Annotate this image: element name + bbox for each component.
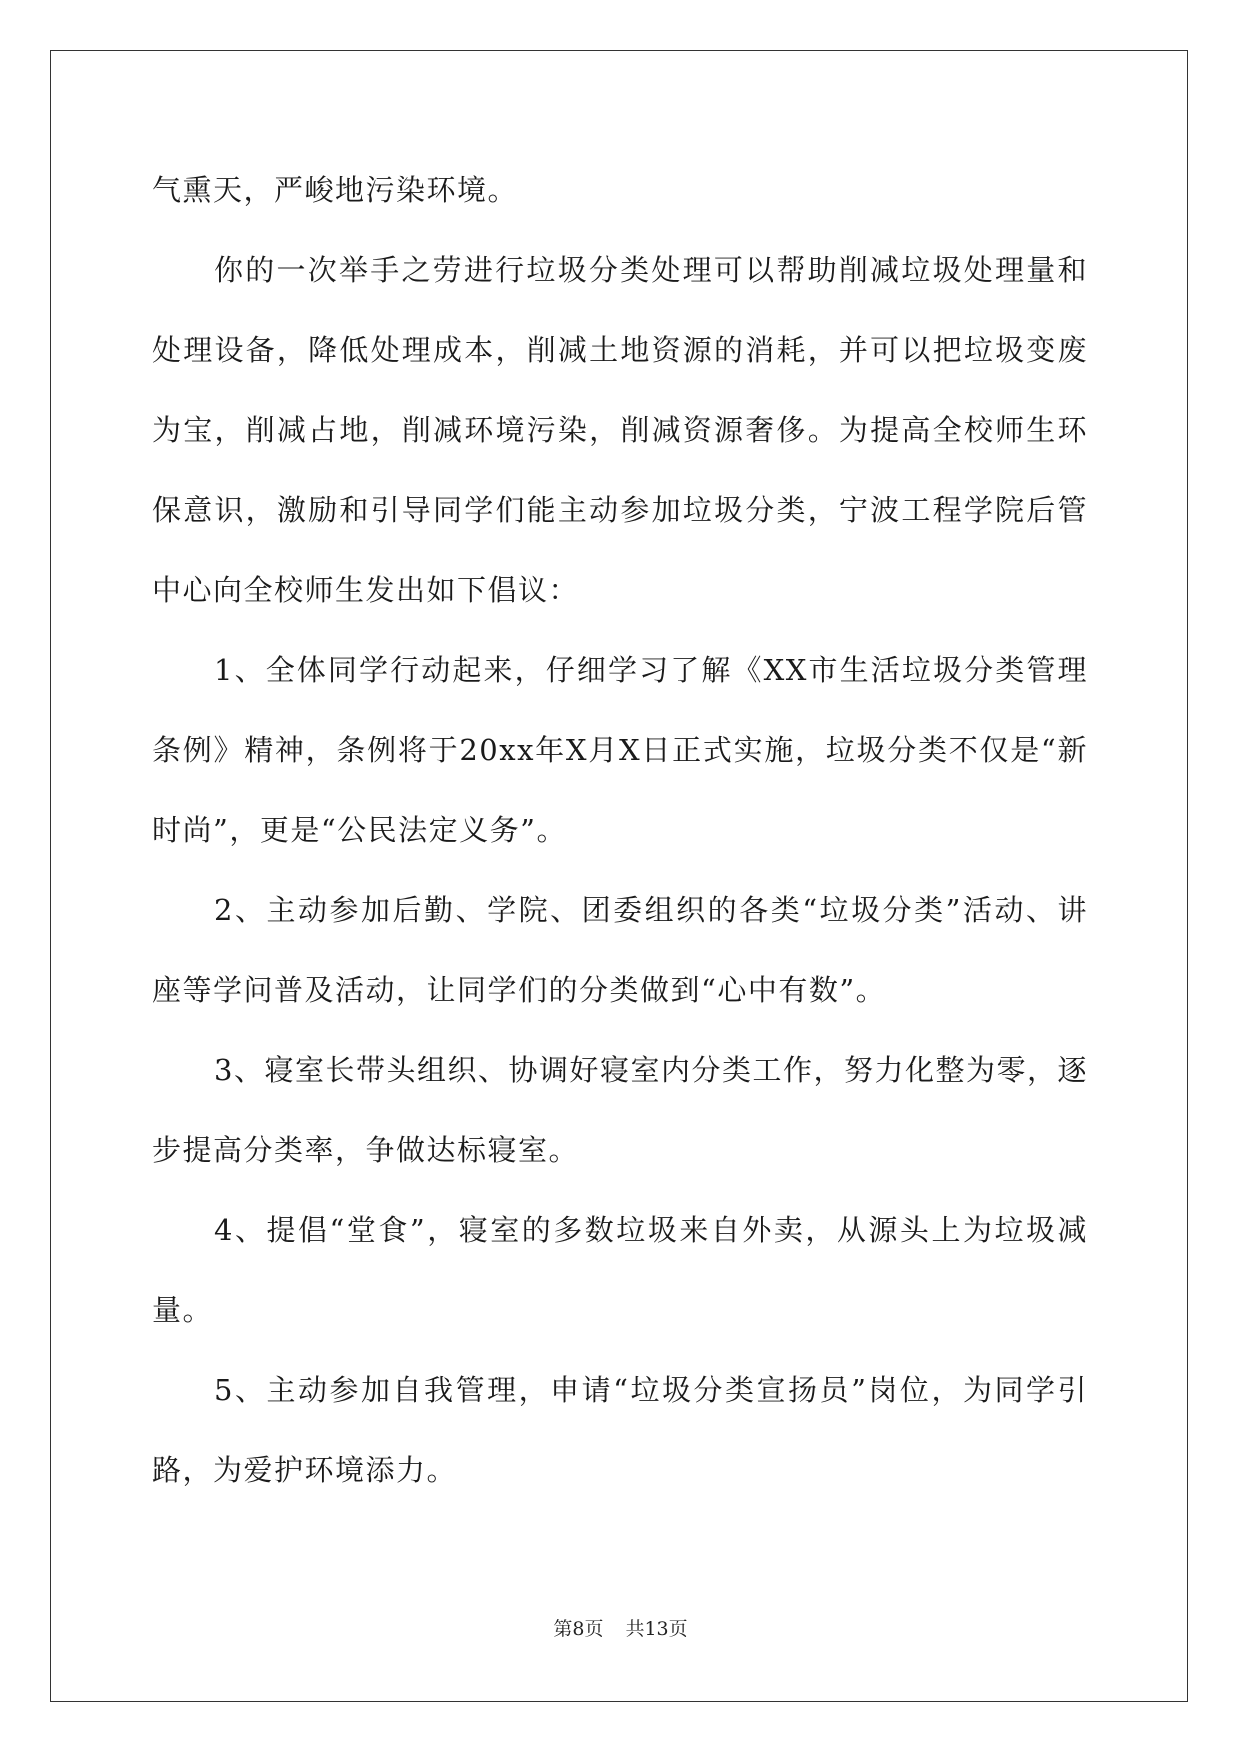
page-number: 第8页	[553, 1618, 604, 1640]
page-total: 共13页	[625, 1618, 688, 1640]
paragraph-5: 3、寝室长带头组织、协调好寝室内分类工作，努力化整为零，逐步提高分类率，争做达标寝室。	[152, 1053, 1088, 1167]
paragraph-4: 2、主动参加后勤、学院、团委组织的各类“垃圾分类”活动、讲座等学问普及活动，让同学们的分类做到“心中有数”。	[152, 893, 1088, 1007]
paragraph-1: 气熏天，严峻地污染环境。	[152, 173, 519, 207]
paragraph-7: 5、主动参加自我管理，申请“垃圾分类宣扬员”岗位，为同学引路，为爱护环境添力。	[152, 1373, 1088, 1487]
paragraph-2: 你的一次举手之劳进行垃圾分类处理可以帮助削减垃圾处理量和处理设备，降低处理成本，削减土地资源的消耗，并可以把垃圾变废为宝，削减占地，削减环境污染，削减资源奢侈。为提高全校师生环保意识，激励和引导同学们能主动参加垃圾分类，宁波工程学院后管中心向全校师生发出如下倡议：	[152, 253, 1088, 607]
page-footer	[0, 1614, 1241, 1641]
paragraph-6: 4、提倡“堂食”，寝室的多数垃圾来自外卖，从源头上为垃圾减量。	[152, 1213, 1088, 1327]
paragraph-3: 1、全体同学行动起来，仔细学习了解《XX市生活垃圾分类管理条例》精神，条例将于20xx年X月X日正式实施，垃圾分类不仅是“新时尚”，更是“公民法定义务”。	[152, 653, 1088, 847]
document-body	[152, 150, 1088, 1510]
